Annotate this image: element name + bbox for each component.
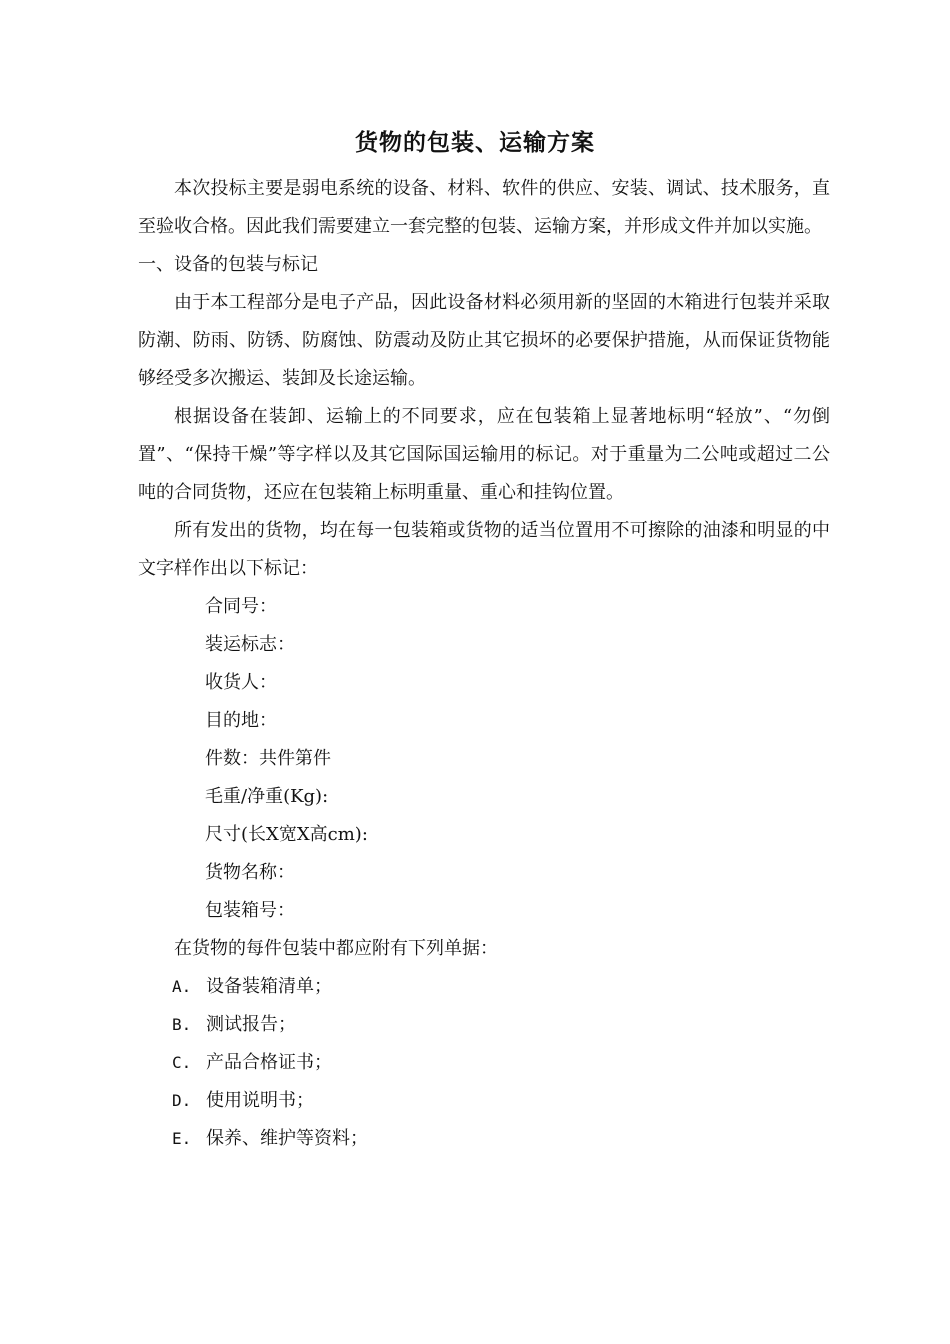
list-item — [138, 1006, 830, 1044]
list-item-text: 产品合格证书； — [206, 1052, 332, 1073]
packaging-paragraph: 由于本工程部分是电子产品，因此设备材料必须用新的坚固的木箱进行包装并采取防潮、防雨、防锈、防腐蚀、防震动及防止其它损坏的必要保护措施，从而保证货物能够经受多次搬运、装卸及长途运输。 — [138, 292, 830, 389]
list-item-letter: B. — [172, 1015, 192, 1034]
marks-list — [138, 588, 830, 930]
list-item — [138, 1082, 830, 1120]
list-item-letter: D. — [172, 1091, 192, 1110]
mark-item: 货物名称： — [205, 862, 295, 883]
list-item-letter: E. — [172, 1129, 192, 1148]
mark-item: 包装箱号： — [205, 900, 295, 921]
mark-item: 合同号： — [205, 596, 277, 617]
intro-paragraph: 本次投标主要是弱电系统的设备、材料、软件的供应、安装、调试、技术服务，直至验收合格。因此我们需要建立一套完整的包装、运输方案，并形成文件并加以实施。 — [138, 178, 830, 237]
documents-intro: 在货物的每件包装中都应附有下列单据： — [174, 938, 498, 959]
mark-item: 毛重/净重(Kg): — [205, 786, 329, 807]
list-item-text: 测试报告； — [206, 1014, 296, 1035]
page-title: 货物的包装、运输方案 — [355, 130, 595, 156]
labeling-paragraph: 根据设备在装卸、运输上的不同要求，应在包装箱上显著地标明“轻放”、“勿倒置”、“保持干燥”等字样以及其它国际国运输用的标记。对于重量为二公吨或超过二公吨的合同货物，还应在包装箱上标明重量、重心和挂钩位置。 — [138, 406, 830, 503]
list-item-letter: A. — [172, 977, 192, 996]
mark-item: 收货人： — [205, 672, 277, 693]
list-item-text: 设备装箱清单； — [206, 976, 332, 997]
documents-list — [138, 968, 830, 1158]
mark-item: 尺寸(长X宽X高cm): — [205, 824, 368, 845]
list-item — [138, 968, 830, 1006]
section-heading: 一、设备的包装与标记 — [138, 254, 318, 275]
marking-paragraph: 所有发出的货物，均在每一包装箱或货物的适当位置用不可擦除的油漆和明显的中文字样作出以下标记： — [138, 520, 830, 579]
list-item — [138, 1120, 830, 1158]
list-item-text: 保养、维护等资料； — [206, 1128, 368, 1149]
mark-item: 件数：共件第件 — [205, 748, 331, 769]
mark-item: 装运标志： — [205, 634, 295, 655]
mark-item: 目的地： — [205, 710, 277, 731]
document-body — [138, 170, 830, 1158]
list-item-letter: C. — [172, 1053, 192, 1072]
list-item — [138, 1044, 830, 1082]
list-item-text: 使用说明书； — [206, 1090, 314, 1111]
